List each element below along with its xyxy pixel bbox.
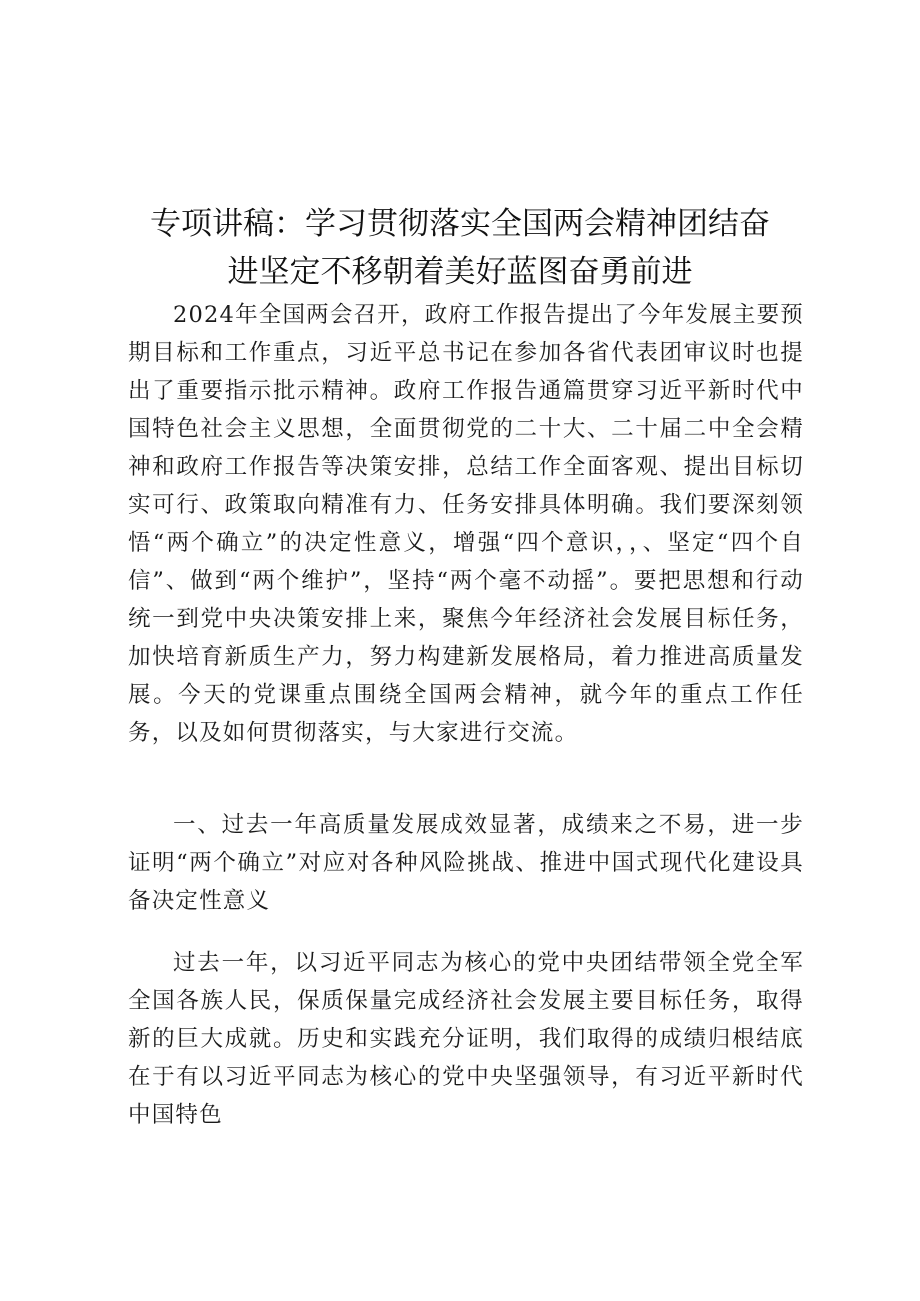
document-title bbox=[120, 200, 800, 296]
intro-paragraph: 2024年全国两会召开，政府工作报告提出了今年发展主要预期目标和工作重点，习近平总书记在参加各省代表团审议时也提出了重要指示批示精神。政府工作报告通篇贯穿习近平新时代中国特色社会主义思想，全面贯彻党的二十大、二十届二中全会精神和政府工作报告等决策安排，总结工作全面客观、提出目标切实可行、政策取向精准有力、任务安排具体明确。我们要深刻领悟“两个确立”的决定性意义，增强“四个意识，，、坚定“四个自信”、做到“两个维护”，坚持“两个毫不动摇”。要把思想和行动统一到党中央决策安排上来，聚焦今年经济社会发展目标任务，加快培育新质生产力，努力构建新发展格局，着力推进高质量发展。今天的党课重点围绕全国两会精神，就今年的重点工作任务，以及如何贯彻落实，与大家进行交流。 bbox=[128, 302, 804, 746]
section-heading-1: 一、过去一年高质量发展成效显著，成绩来之不易，进一步证明“两个确立”对应对各种风险挑战、推进中国式现代化建设具备决定性意义 bbox=[128, 812, 804, 914]
body-paragraph: 过去一年，以习近平同志为核心的党中央团结带领全党全军全国各族人民，保质保量完成经济社会发展主要目标任务，取得新的巨大成就。历史和实践充分证明，我们取得的成绩归根结底在于有以习近平同志为核心的党中央坚强领导，有习近平新时代中国特色 bbox=[128, 950, 804, 1128]
title-line-2: 进坚定不移朝着美好蓝图奋勇前进 bbox=[227, 254, 693, 290]
title-line-1: 专项讲稿：学习贯彻落实全国两会精神团结奋 bbox=[150, 206, 770, 242]
